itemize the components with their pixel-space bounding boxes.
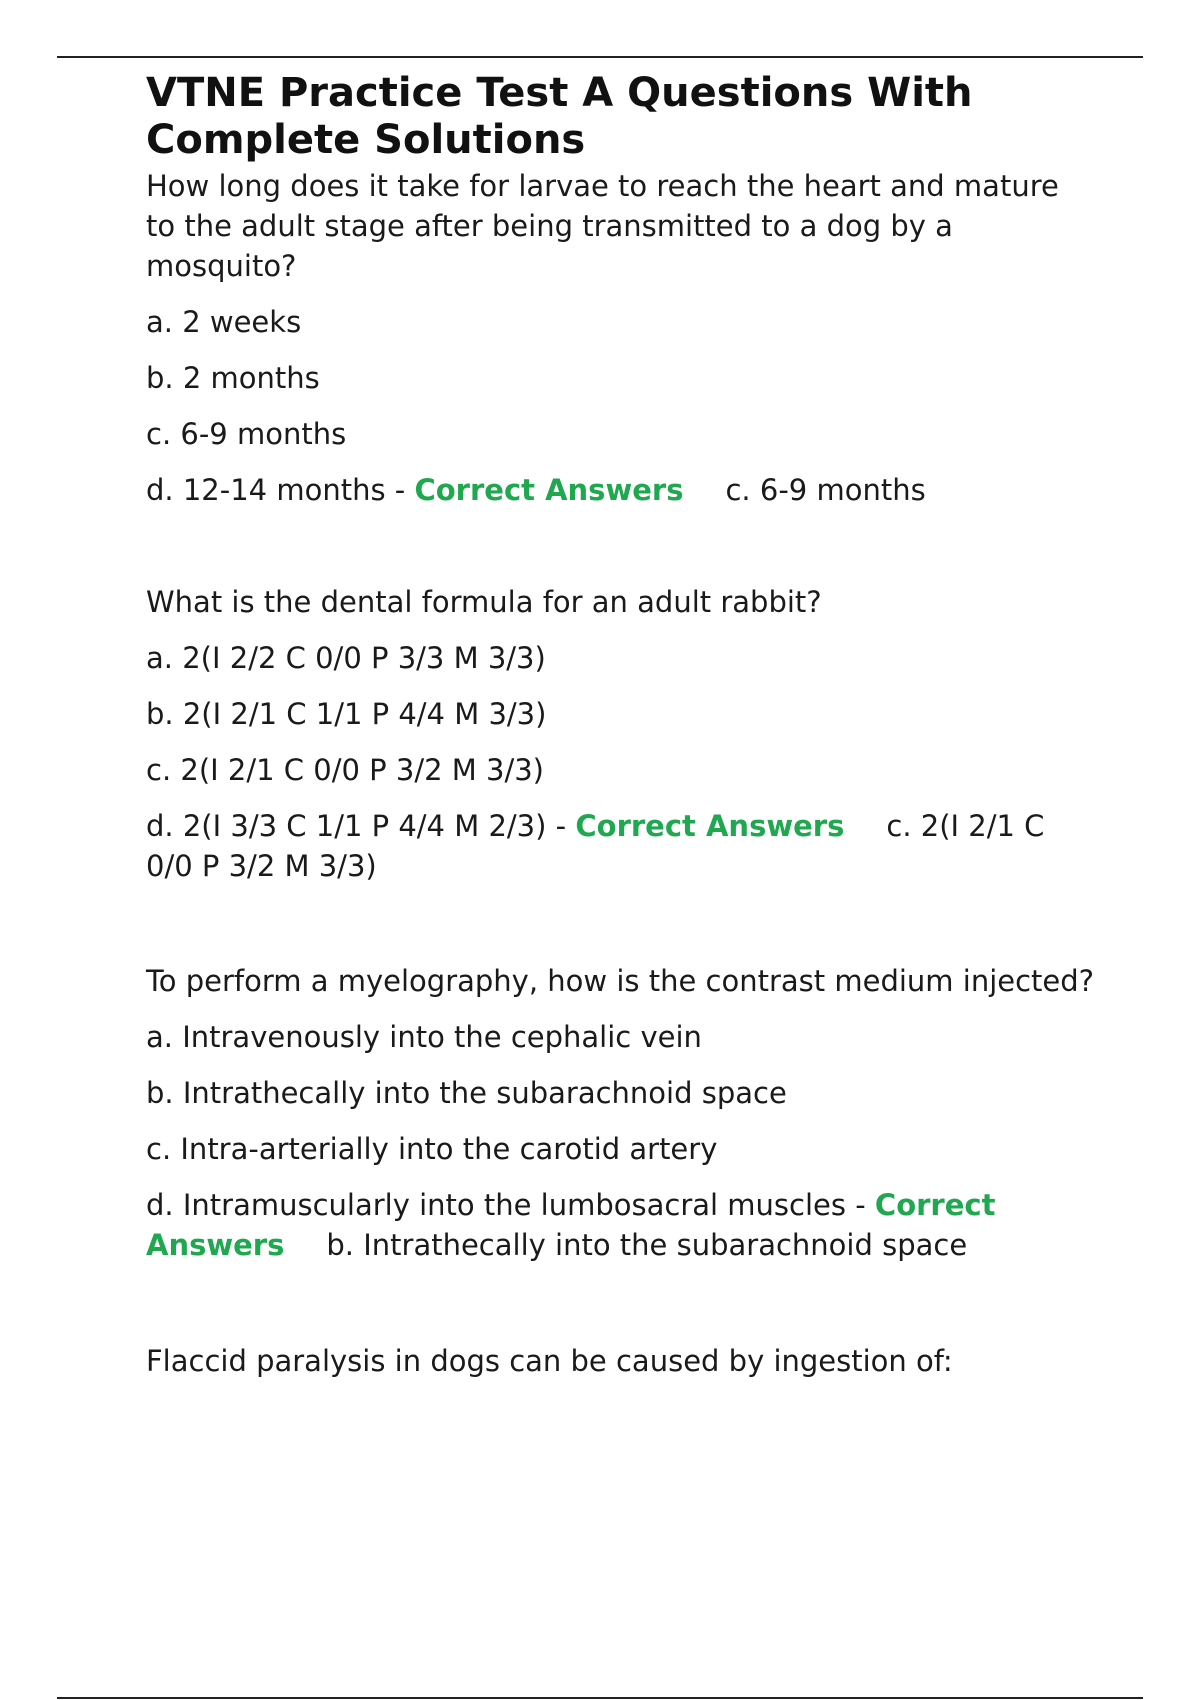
answer-option: b. Intrathecally into the subarachnoid space — [146, 1076, 787, 1110]
question-block — [146, 582, 1096, 886]
question-block — [146, 961, 1096, 1265]
answer-option: c. Intra-arterially into the carotid artery — [146, 1132, 718, 1166]
correct-answer: b. Intrathecally into the subarachnoid space — [326, 1228, 968, 1262]
answer-option: d. Intramuscularly into the lumbosacral muscles — [146, 1188, 846, 1222]
answer-option: b. 2 months — [146, 361, 320, 395]
document-title: VTNE Practice Test A Questions With Complete Solutions — [146, 70, 973, 163]
correct-answers-label: Correct Answers — [146, 1188, 996, 1262]
answer-option: d. 2(I 3/3 C 1/1 P 4/4 M 2/3) — [146, 809, 547, 843]
correct-answers-label: Correct Answers — [575, 809, 845, 843]
question-text: Flaccid paralysis in dogs can be caused by ingestion of: — [146, 1344, 953, 1378]
question-text: How long does it take for larvae to reach the heart and mature to the adult stage after being transmitted to a dog by a mosquito? — [146, 169, 1059, 283]
correct-answers-label: Correct Answers — [414, 473, 684, 507]
document-page — [146, 70, 1096, 1381]
answer-option: a. Intravenously into the cephalic vein — [146, 1020, 702, 1054]
question-block — [146, 166, 1096, 510]
top-rule — [57, 56, 1143, 58]
answer-option: a. 2 weeks — [146, 305, 302, 339]
answer-option: b. 2(I 2/1 C 1/1 P 4/4 M 3/3) — [146, 697, 547, 731]
answer-option-with-key: d. 2(I 3/3 C 1/1 P 4/4 M 2/3) - Correct Answers c. 2(I 2/1 C 0/0 P 3/2 M 3/3) — [146, 809, 1045, 883]
correct-answer: c. 2(I 2/1 C 0/0 P 3/2 M 3/3) — [146, 809, 1045, 883]
answer-option: c. 6-9 months — [146, 417, 347, 451]
answer-option: a. 2(I 2/2 C 0/0 P 3/3 M 3/3) — [146, 641, 546, 675]
bottom-rule — [57, 1697, 1143, 1699]
answer-option-with-key: d. 12-14 months - Correct Answers c. 6-9 months — [146, 473, 926, 507]
answer-option: c. 2(I 2/1 C 0/0 P 3/2 M 3/3) — [146, 753, 544, 787]
answer-option-with-key: d. Intramuscularly into the lumbosacral muscles - Correct Answers b. Intrathecally into the subarachnoid space — [146, 1188, 996, 1262]
question-block — [146, 1341, 1096, 1381]
correct-answer: c. 6-9 months — [725, 473, 926, 507]
question-text: What is the dental formula for an adult rabbit? — [146, 585, 822, 619]
answer-option: d. 12-14 months — [146, 473, 386, 507]
question-text: To perform a myelography, how is the contrast medium injected? — [146, 964, 1095, 998]
